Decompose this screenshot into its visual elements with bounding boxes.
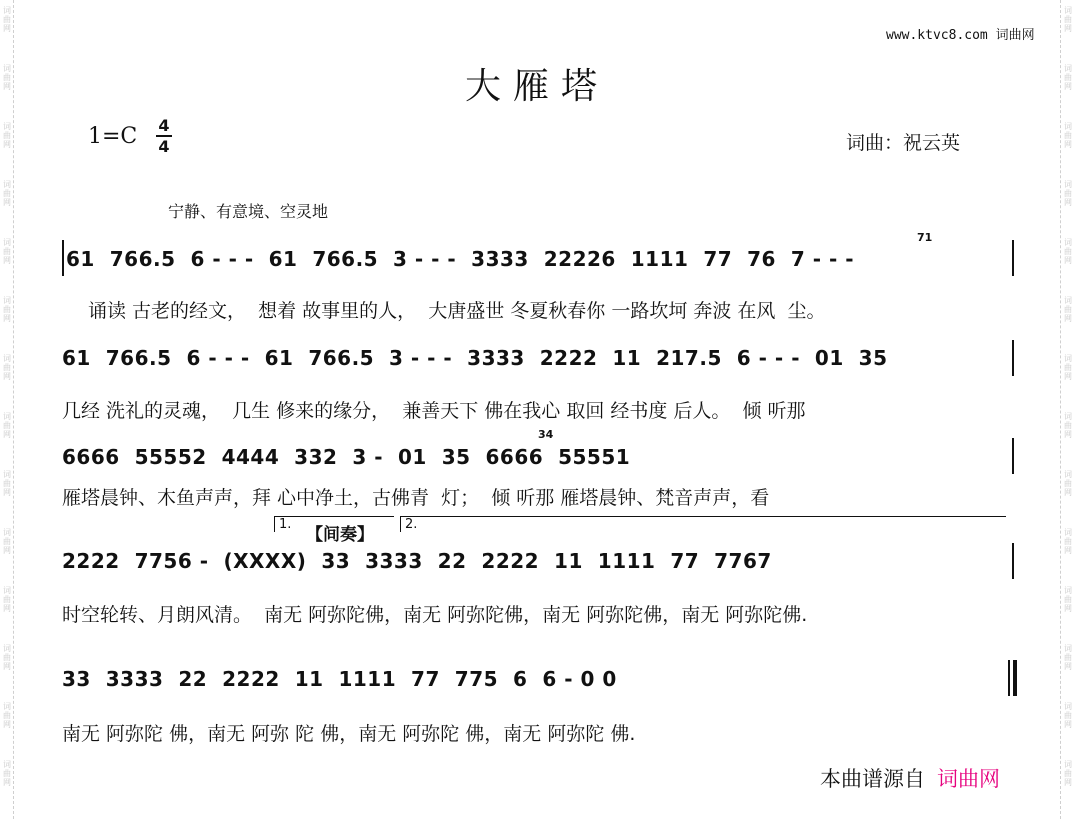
final-bar-thick [1013, 660, 1017, 696]
watermark-glyph: 词 曲 网 [3, 644, 11, 671]
right-watermark-strip [1060, 0, 1074, 819]
watermark-glyph: 词 曲 网 [1064, 6, 1072, 33]
notation-line-1: 61 766.5 6 - - - 61 766.5 3 - - - 3333 22226 1111 77 76 7 - - - [66, 247, 855, 271]
repeat-start-bar [62, 240, 64, 276]
watermark-glyph: 词 曲 网 [1064, 702, 1072, 729]
grace-note: 71 [917, 231, 933, 244]
watermark-glyph: 词 曲 网 [1064, 180, 1072, 207]
watermark-glyph: 词 曲 网 [1064, 470, 1072, 497]
key-signature: 1=C [88, 124, 138, 149]
notation-line-2: 61 766.5 6 - - - 61 766.5 3 - - - 3333 2222 11 217.5 6 - - - 01 35 [62, 346, 888, 370]
watermark-glyph: 词 曲 网 [3, 586, 11, 613]
tempo-marking: 宁静、有意境、空灵地 [168, 202, 329, 221]
watermark-glyph: 词 曲 网 [1064, 354, 1072, 381]
watermark-glyph: 词 曲 网 [1064, 644, 1072, 671]
time-signature [156, 117, 172, 155]
watermark-glyph: 词 曲 网 [3, 296, 11, 323]
time-signature-bottom: 4 [158, 137, 170, 156]
source-text: 本曲谱源自 [820, 767, 925, 791]
notation-line-5: 33 3333 22 2222 11 1111 77 775 6 6 - 0 0 [62, 667, 617, 691]
source-brand-link[interactable]: 词曲网 [937, 767, 1000, 791]
watermark-glyph: 词 曲 网 [3, 528, 11, 555]
watermark-glyph: 词 曲 网 [3, 180, 11, 207]
left-watermark-strip [0, 0, 14, 819]
watermark-glyph: 词 曲 网 [1064, 760, 1072, 787]
first-ending-number: 1. [279, 517, 292, 532]
time-signature-top: 4 [158, 116, 170, 135]
bar-line [1012, 240, 1014, 276]
watermark-glyph: 词 曲 网 [1064, 528, 1072, 555]
bar-line [1012, 438, 1014, 474]
second-ending-bracket [400, 516, 1006, 532]
lyrics-line-3: 雁塔晨钟、木鱼声声，拜 心中净土，古佛青 灯； 倾 听那 雁塔晨钟、梵音声声，看 [62, 487, 770, 509]
watermark-glyph: 词 曲 网 [1064, 122, 1072, 149]
watermark-glyph: 词 曲 网 [3, 122, 11, 149]
second-ending-number: 2. [405, 517, 418, 532]
site-url[interactable]: www.ktvc8.com 词曲网 [886, 28, 1035, 43]
grace-note: 34 [538, 428, 554, 441]
watermark-glyph: 词 曲 网 [3, 702, 11, 729]
watermark-glyph: 词 曲 网 [1064, 586, 1072, 613]
watermark-glyph: 词 曲 网 [1064, 238, 1072, 265]
watermark-glyph: 词 曲 网 [3, 354, 11, 381]
watermark-glyph: 词 曲 网 [1064, 296, 1072, 323]
watermark-glyph: 词 曲 网 [3, 64, 11, 91]
watermark-glyph: 词 曲 网 [3, 412, 11, 439]
watermark-glyph: 词 曲 网 [1064, 412, 1072, 439]
song-title: 大雁塔 [464, 66, 609, 107]
lyrics-line-4: 时空轮转、月朗风清。 南无 阿弥陀佛，南无 阿弥陀佛，南无 阿弥陀佛，南无 阿弥陀佛. [62, 604, 808, 626]
lyrics-line-2: 几经 洗礼的灵魂， 几生 修来的缘分， 兼善天下 佛在我心 取回 经书度 后人。 倾 听那 [62, 400, 806, 422]
watermark-glyph: 词 曲 网 [3, 238, 11, 265]
notation-line-3: 6666 55552 4444 332 3 - 01 35 6666 55551 [62, 445, 631, 469]
watermark-glyph: 词 曲 网 [3, 760, 11, 787]
notation-line-4: 2222 7756 - (XXXX) 33 3333 22 2222 11 1111 77 7767 [62, 549, 772, 573]
source-credit [820, 763, 1000, 793]
bar-line [1012, 340, 1014, 376]
credit-line: 词曲：祝云英 [846, 132, 961, 154]
watermark-glyph: 词 曲 网 [3, 6, 11, 33]
final-bar-thin [1008, 660, 1010, 696]
interlude-label: 【间奏】 [306, 525, 374, 545]
bar-line [1012, 543, 1014, 579]
watermark-glyph: 词 曲 网 [3, 470, 11, 497]
lyrics-line-5: 南无 阿弥陀 佛，南无 阿弥 陀 佛，南无 阿弥陀 佛，南无 阿弥陀 佛. [62, 723, 636, 745]
lyrics-line-1: 诵读 古老的经文， 想着 故事里的人， 大唐盛世 冬夏秋春你 一路坎坷 奔波 在风 尘。 [88, 300, 826, 322]
watermark-glyph: 词 曲 网 [1064, 64, 1072, 91]
